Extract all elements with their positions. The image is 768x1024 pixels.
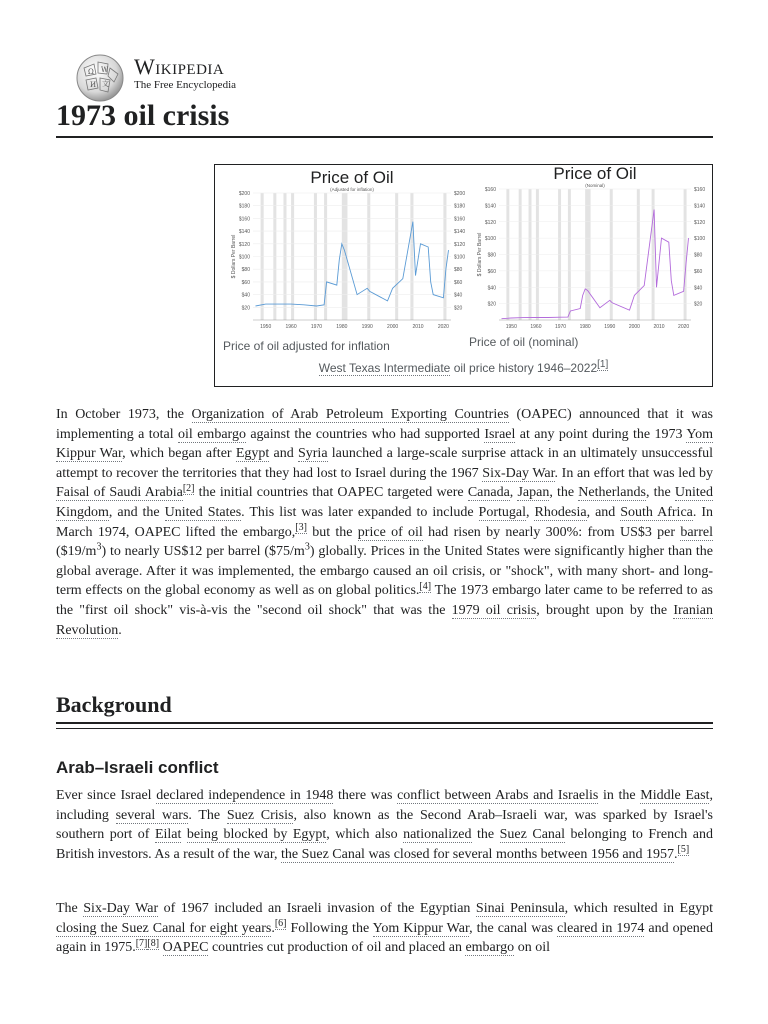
- x-tick-label: 2010: [653, 324, 665, 330]
- x-tick-label: 1970: [554, 324, 567, 330]
- x-tick-label: 1960: [285, 324, 297, 330]
- x-tick-label: 2000: [628, 324, 640, 330]
- y-tick-label-left: $80: [241, 267, 250, 274]
- link-portugal[interactable]: Portugal: [478, 504, 526, 520]
- link-united-kingdom[interactable]: United Kingdom: [56, 485, 713, 520]
- link-suez-canal-closed[interactable]: the Suez Canal was closed for several months between 1956 and 1957: [280, 846, 675, 862]
- y-tick-label-left: $200: [238, 191, 250, 197]
- y-tick-label-right: $200: [454, 191, 466, 197]
- link-south-africa[interactable]: South Africa: [620, 504, 693, 520]
- link-egypt[interactable]: Egypt: [235, 446, 270, 462]
- nominal-chart-caption: Price of oil (nominal): [469, 335, 579, 349]
- link-oil-embargo[interactable]: oil embargo: [178, 426, 246, 442]
- subsection-heading-conflict: Arab–Israeli conflict: [56, 758, 219, 777]
- y-tick-label-left: $20: [487, 301, 496, 308]
- y-tick-label-left: $140: [238, 229, 250, 236]
- oil-price-figure: [214, 164, 713, 387]
- reference-5[interactable]: [5]: [677, 844, 690, 856]
- x-tick-label: 2000: [387, 324, 399, 330]
- conflict-paragraph-1: Ever since Israel declared independence in 1948 there was conflict between Arabs and Israelis in the Middle East, including several wars. The Suez Crisis, also known as the Second Arab–Israeli war, was sparked by Israel's southern port of Eilat being blocked by Egypt, which also nationalized the Suez Canal belonging to French and British investors. As a result of the war, the Suez Canal was closed for several months between 1956 and 1957.[5]: [56, 788, 714, 862]
- chart-title: Price of Oil: [553, 165, 637, 183]
- y-tick-label-left: $40: [241, 292, 250, 299]
- y-tick-label-left: $40: [487, 285, 496, 292]
- y-tick-label-right: $100: [454, 254, 466, 261]
- conflict-paragraph-2: The Six-Day War of 1967 included an Israeli invasion of the Egyptian Sinai Peninsula, which resulted in Egypt closing the Suez Canal for eight years.[6] Following the Yom Kippur War, the canal was cleared in 1974 and opened again in 1975.[7][8] OAPEC countries cut production of oil and placed an embargo on oil: [56, 901, 713, 956]
- wikipedia-wordmark[interactable]: [134, 56, 236, 92]
- link-rhodesia[interactable]: Rhodesia: [534, 504, 587, 520]
- title-divider: [56, 136, 713, 138]
- link-japan[interactable]: Japan: [517, 485, 550, 501]
- x-tick-label: 1950: [260, 324, 272, 330]
- link-faisal[interactable]: Faisal of Saudi Arabia: [56, 485, 183, 501]
- link-blocked-by-egypt[interactable]: being blocked by Egypt: [186, 827, 327, 843]
- x-tick-label: 1980: [579, 324, 591, 330]
- site-tagline: The Free Encyclopedia: [134, 79, 237, 91]
- reference-4[interactable]: [4]: [419, 580, 432, 592]
- chart-subtitle: (Nominal): [585, 183, 605, 188]
- reference-8[interactable]: [8]: [147, 937, 160, 949]
- section-divider-thin: [56, 728, 713, 729]
- link-1979-oil-crisis[interactable]: 1979 oil crisis: [451, 602, 537, 618]
- link-price-of-oil[interactable]: price of oil: [357, 524, 423, 540]
- y-tick-label-right: $140: [454, 229, 466, 236]
- y-tick-label-left: $140: [484, 203, 496, 210]
- link-suez-canal[interactable]: Suez Canal: [499, 827, 566, 843]
- link-arab-israeli-conflict[interactable]: conflict between Arabs and Israelis: [397, 788, 599, 803]
- link-middle-east[interactable]: Middle East: [640, 788, 710, 803]
- link-netherlands[interactable]: Netherlands: [578, 485, 646, 501]
- y-tick-label-left: $60: [241, 279, 250, 286]
- x-tick-label: 1990: [361, 324, 373, 330]
- reference-2[interactable]: [2]: [182, 482, 195, 494]
- link-embargo[interactable]: embargo: [465, 940, 515, 956]
- x-tick-label: 1950: [505, 324, 517, 330]
- link-nationalized[interactable]: nationalized: [403, 827, 472, 843]
- x-tick-label: 2020: [437, 324, 449, 330]
- svg-text:И: И: [90, 81, 97, 89]
- y-tick-label-left: $160: [238, 216, 250, 223]
- link-syria[interactable]: Syria: [297, 446, 328, 462]
- y-tick-label-right: $120: [454, 241, 466, 248]
- link-declared-independence[interactable]: declared independence in 1948: [156, 788, 334, 803]
- reference-1[interactable]: [1]: [597, 359, 609, 370]
- y-tick-label-left: $180: [238, 203, 250, 210]
- link-cleared-in-1974[interactable]: cleared in 1974: [557, 920, 645, 936]
- y-tick-label-left: $80: [487, 252, 496, 259]
- y-tick-label-right: $100: [694, 236, 706, 243]
- link-united-states[interactable]: United States: [164, 504, 242, 520]
- svg-text:Ω: Ω: [88, 68, 94, 76]
- link-several-wars[interactable]: several wars: [115, 807, 189, 823]
- y-tick-label-right: $160: [454, 216, 466, 223]
- link-yom-kippur-war[interactable]: Yom Kippur War: [56, 426, 713, 462]
- y-tick-label-left: $60: [487, 268, 496, 275]
- figure-caption: [215, 361, 712, 375]
- intro-paragraph: In October 1973, the Organization of Arab Petroleum Exporting Countries (OAPEC) announced that it was implementing a total oil embargo against the countries who had supported Israel at any point during the 1973 Yom Kippur War, which began after Egypt and Syria launched a large-scale surprise attack in an ultimately unsuccessful attempt to recover the territories that they had lost to Israel during the 1967 Six-Day War. In an effort that was led by Faisal of Saudi Arabia[2] the initial countries that OAPEC targeted were Canada, Japan, the Netherlands, the United Kingdom, and the United States. This list was later expanded to include Portugal, Rhodesia, and South Africa. In March 1974, OAPEC lifted the embargo,[3] but the price of oil had risen by nearly 300%: from US$3 per barrel $(\$19/m^3)$ to nearly US$12 per barrel $(\$75/m^3)$ globally. Prices in the United States were significantly higher than the global average. After it was implemented, the embargo caused an oil crisis, or "shock", with many short- and long-term effects on the global economy as well as on global politics.[4] The 1973 embargo later came to be referred to as the "first oil shock" vis-à-vis the "second oil shock" that was the 1979 oil crisis, brought upon by the Iranian Revolution.: [56, 407, 714, 638]
- y-tick-label-right: $60: [454, 279, 463, 286]
- section-divider: [56, 722, 713, 724]
- y-tick-label-right: $180: [454, 203, 466, 210]
- y-axis-label: $ Dollars Per Barrel: [477, 232, 483, 277]
- caption-text: oil price history 1946–2022: [450, 361, 598, 375]
- reference-3[interactable]: [3]: [295, 521, 307, 533]
- y-tick-label-left: $100: [238, 254, 250, 261]
- wti-link[interactable]: West Texas Intermediate: [318, 361, 451, 375]
- link-barrel[interactable]: barrel: [680, 524, 713, 540]
- chart-title: Price of Oil: [310, 168, 394, 187]
- link-six-day-war-2[interactable]: Six-Day War: [83, 901, 159, 916]
- inflation-chart-caption: Price of oil adjusted for inflation: [223, 339, 390, 353]
- link-oapec[interactable]: Organization of Arab Petroleum Exporting Countries: [191, 407, 509, 422]
- link-sinai-peninsula[interactable]: Sinai Peninsula: [475, 901, 565, 916]
- y-tick-label-left: $20: [241, 305, 250, 312]
- y-tick-label-right: $120: [694, 219, 706, 226]
- link-canada[interactable]: Canada: [467, 485, 510, 501]
- link-closing-suez-canal[interactable]: closing the Suez Canal for eight years: [56, 920, 272, 936]
- x-tick-label: 1990: [604, 324, 616, 330]
- link-six-day-war[interactable]: Six-Day War: [482, 465, 555, 481]
- y-tick-label-left: $120: [484, 219, 496, 226]
- y-tick-label-right: $140: [694, 203, 706, 210]
- y-tick-label-right: $60: [694, 268, 703, 275]
- x-tick-label: 2010: [412, 324, 424, 330]
- link-iranian-revolution[interactable]: Iranian Revolution: [56, 602, 713, 638]
- y-tick-label-right: $160: [694, 187, 706, 193]
- y-tick-label-right: $80: [694, 252, 703, 259]
- y-tick-label-right: $20: [694, 301, 703, 308]
- y-tick-label-right: $80: [454, 267, 463, 274]
- y-tick-label-right: $20: [454, 305, 463, 312]
- oil-price-chart[interactable]: [215, 165, 712, 335]
- link-oapec-2[interactable]: OAPEC: [162, 940, 209, 956]
- y-tick-label-left: $120: [238, 241, 250, 248]
- x-tick-label: 2020: [678, 324, 690, 330]
- link-eilat[interactable]: Eilat: [154, 827, 182, 843]
- y-tick-label-right: $40: [454, 292, 463, 299]
- site-name: Wikipedia: [134, 54, 225, 79]
- link-suez-crisis[interactable]: Suez Crisis: [226, 807, 294, 823]
- x-tick-label: 1960: [530, 324, 542, 330]
- y-axis-label: $ Dollars Per Barrel: [231, 234, 237, 279]
- reference-6[interactable]: [6]: [274, 917, 287, 929]
- reference-7[interactable]: [7]: [135, 937, 148, 949]
- chart-subtitle: (Adjusted for inflation): [330, 187, 374, 192]
- y-tick-label-right: $40: [694, 285, 703, 292]
- svg-text:文: 文: [102, 80, 109, 88]
- link-israel[interactable]: Israel: [484, 426, 516, 442]
- svg-text:W: W: [101, 66, 109, 74]
- x-tick-label: 1970: [310, 324, 323, 330]
- y-tick-label-left: $100: [484, 236, 496, 243]
- link-yom-kippur-war-2[interactable]: Yom Kippur War: [372, 920, 470, 936]
- page-title: 1973 oil crisis: [56, 99, 230, 132]
- section-heading-background: Background: [56, 692, 172, 717]
- x-tick-label: 1980: [336, 324, 348, 330]
- y-tick-label-left: $160: [484, 187, 496, 193]
